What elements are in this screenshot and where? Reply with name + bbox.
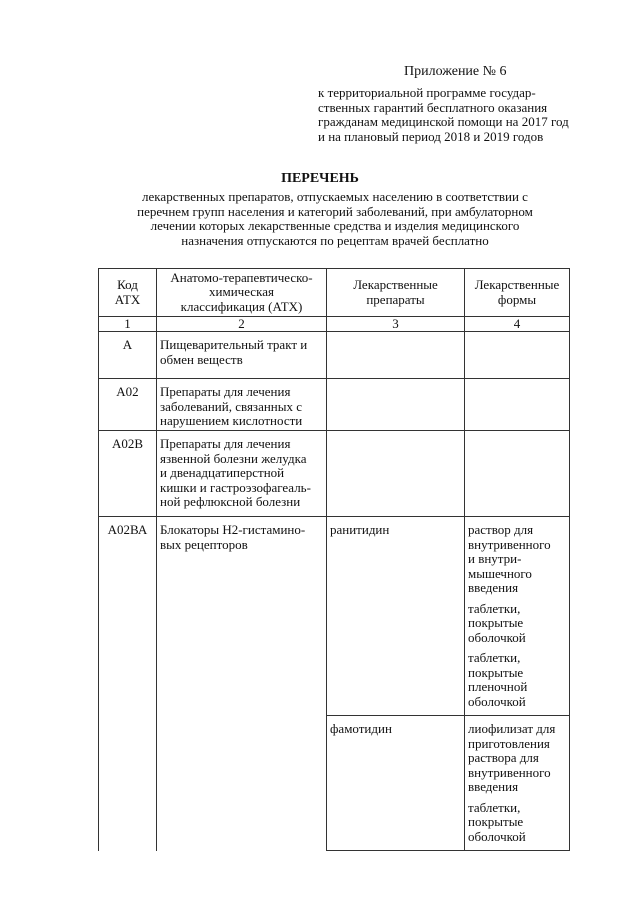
dosage-form-line: введения	[468, 779, 519, 794]
subtitle-line: назначения отпускаются по рецептам врачей бесплатно	[181, 232, 489, 248]
header-code	[99, 269, 157, 317]
column-number: 2	[157, 317, 327, 332]
appendix-description	[318, 86, 608, 144]
subtitle-line: лекарственных препаратов, отпускаемых населению в соответствии с	[142, 189, 528, 204]
header-text: препараты	[366, 291, 425, 307]
header-text: химическая	[209, 284, 274, 300]
header-text: Код	[117, 277, 138, 292]
drug-name: фамотидин	[330, 721, 392, 736]
atx-name	[157, 517, 327, 851]
dosage-form-line: раствора для	[468, 750, 539, 765]
dosage-form-line: мышечного	[468, 565, 532, 581]
table-header-row	[99, 269, 570, 317]
atx-name-line: нарушением кислотности	[160, 413, 303, 428]
subtitle-line: лечении которых лекарственные средства и изделия медицинского	[150, 218, 520, 233]
atx-name-line: кишки и гастроэзофагеаль-	[160, 479, 311, 495]
appendix-title: Приложение № 6	[404, 64, 507, 79]
dosage-form	[468, 722, 566, 795]
appendix-line: к территориальной программе государ-	[318, 85, 536, 100]
table-row	[99, 517, 570, 716]
atx-code: А02ВА	[99, 517, 157, 851]
dosage-form-line: оболочкой	[468, 693, 526, 709]
dosage-form-line: лиофилизат для	[468, 721, 556, 736]
dosage-form-line: внутривенного	[468, 536, 551, 552]
table-row	[99, 431, 570, 517]
table-row	[99, 379, 570, 431]
drug-cell	[327, 517, 465, 716]
dosage-form	[468, 602, 566, 646]
header-drugs	[327, 269, 465, 317]
atx-name	[157, 379, 327, 431]
column-number: 3	[327, 317, 465, 332]
appendix-line: гражданам медицинской помощи на 2017 год	[318, 114, 569, 129]
drug-cell	[327, 716, 465, 851]
dosage-form-line: оболочкой	[468, 629, 526, 645]
drug-list-table	[98, 268, 570, 851]
drug-cell	[327, 379, 465, 431]
atx-name-line: обмен веществ	[160, 351, 243, 367]
atx-name	[157, 332, 327, 379]
atx-name	[157, 431, 327, 517]
dosage-form-line: приготовления	[468, 735, 550, 751]
atx-name-line: ной рефлюксной болезни	[160, 494, 301, 509]
subtitle-line: перечнем групп населения и категорий заболеваний, при амбулаторном	[137, 203, 533, 219]
header-text: Анатомо-терапевтическо-	[170, 269, 313, 285]
form-cell	[465, 379, 570, 431]
dosage-form-line: покрытые	[468, 615, 524, 630]
dosage-form-line: таблетки,	[468, 600, 521, 616]
column-number-row	[99, 317, 570, 332]
atx-name-line: Препараты для лечения	[160, 436, 291, 451]
column-number: 1	[99, 317, 157, 332]
list-subtitle	[110, 190, 560, 248]
dosage-form-line: и внутри-	[468, 551, 522, 566]
form-cell	[465, 716, 570, 851]
atx-code: А	[99, 332, 157, 379]
dosage-form-line: пленочной	[468, 679, 528, 694]
list-title: ПЕРЕЧЕНЬ	[281, 171, 359, 186]
dosage-form-line: раствор для	[468, 522, 534, 537]
dosage-form-line: таблетки,	[468, 650, 521, 665]
header-forms	[465, 269, 570, 317]
atx-name-line: и двенадцатиперстной	[160, 465, 285, 480]
header-text: АТХ	[114, 291, 141, 307]
dosage-form	[468, 651, 566, 709]
atx-name-line: Пищеварительный тракт и	[160, 337, 308, 352]
atx-name-line: вых рецепторов	[160, 536, 248, 552]
column-number: 4	[465, 317, 570, 332]
atx-name-line: язвенной болезни желудка	[160, 450, 307, 466]
atx-name-line: заболеваний, связанных с	[160, 398, 303, 414]
dosage-form	[468, 523, 566, 596]
appendix-line: ственных гарантий бесплатного оказания	[318, 99, 548, 115]
dosage-form-line: оболочкой	[468, 828, 526, 844]
header-classification	[157, 269, 327, 317]
dosage-form-line: таблетки,	[468, 799, 521, 815]
header-text: Лекарственные	[353, 277, 438, 292]
header-text: Лекарственные	[474, 277, 560, 292]
atx-code: А02В	[99, 431, 157, 517]
drug-cell	[327, 431, 465, 517]
atx-code: А02	[99, 379, 157, 431]
dosage-form-line: внутривенного	[468, 764, 551, 780]
atx-name-line: Блокаторы Н2-гистамино-	[160, 522, 306, 537]
dosage-form	[468, 801, 566, 845]
form-cell	[465, 431, 570, 517]
atx-name-line: Препараты для лечения	[160, 384, 291, 399]
form-cell	[465, 517, 570, 716]
table-row	[99, 332, 570, 379]
dosage-form-line: покрытые	[468, 814, 524, 829]
form-cell	[465, 332, 570, 379]
dosage-form-line: введения	[468, 580, 519, 595]
drug-cell	[327, 332, 465, 379]
header-text: формы	[497, 291, 537, 307]
appendix-line: и на плановый период 2018 и 2019 годов	[318, 128, 544, 144]
drug-name: ранитидин	[330, 522, 390, 537]
header-text: классификация (АТХ)	[180, 298, 303, 314]
dosage-form-line: покрытые	[468, 664, 524, 680]
